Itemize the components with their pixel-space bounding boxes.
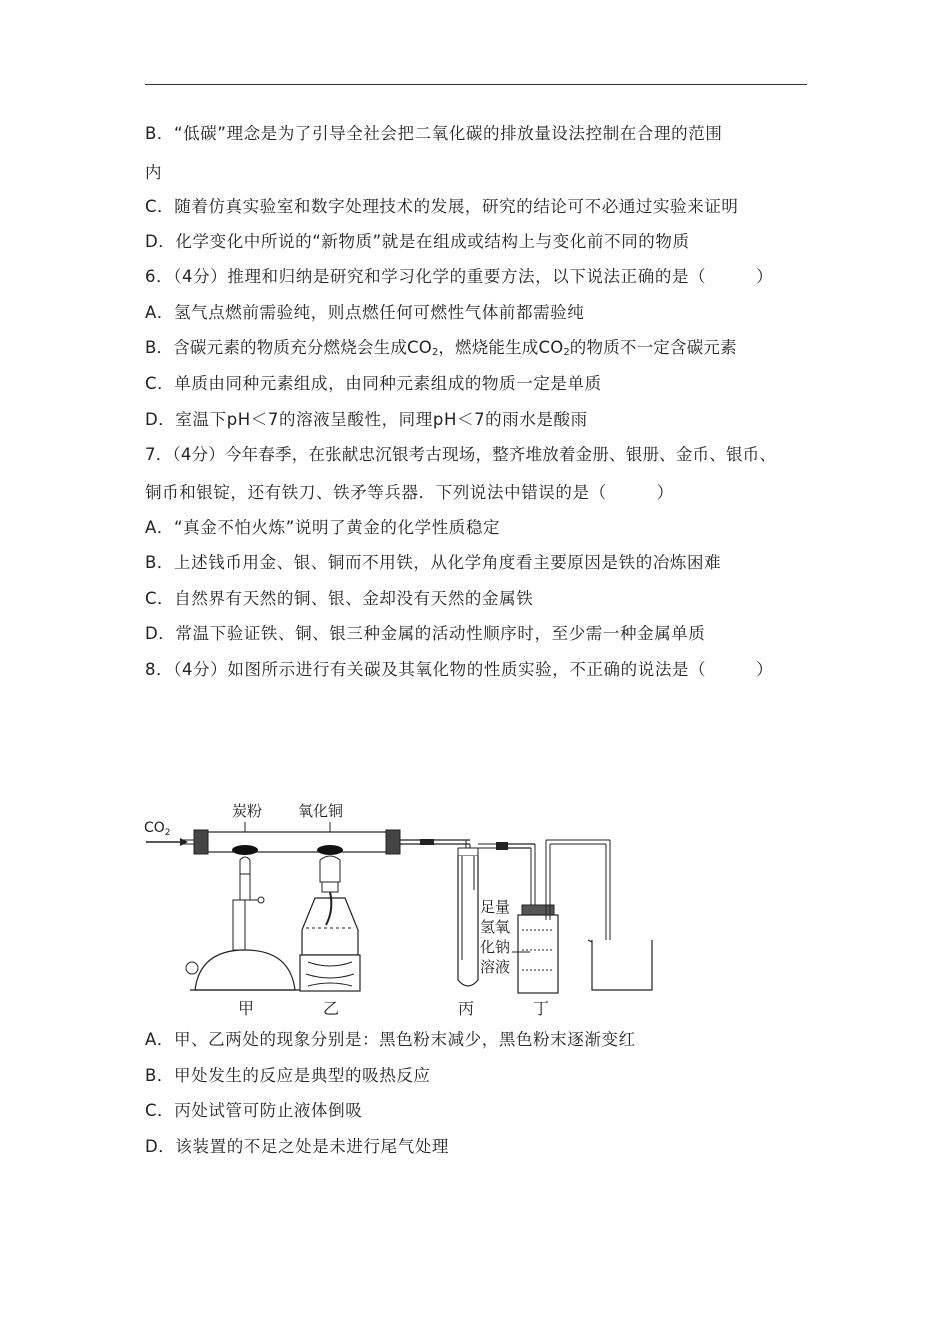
label-ding: 丁 bbox=[533, 999, 550, 1018]
solution-label-1: 足量 bbox=[480, 898, 511, 916]
carbon-powder-label: 炭粉 bbox=[232, 802, 263, 820]
label-jia: 甲 bbox=[238, 999, 255, 1018]
connector-tube-1 bbox=[400, 839, 470, 848]
carbon-powder bbox=[232, 845, 258, 855]
q6-option-b bbox=[145, 337, 737, 364]
solution-label-4: 溶液 bbox=[480, 958, 511, 976]
co2-label: $CO_2$ bbox=[144, 820, 171, 838]
label-yi: 乙 bbox=[323, 999, 340, 1018]
q6-option-d: D．室温下pH＜7的溶液呈酸性，同理pH＜7的雨水是酸雨 bbox=[145, 410, 588, 429]
q6-option-b-part2: ，燃烧能生成CO bbox=[438, 338, 564, 357]
label-bing: 丙 bbox=[458, 999, 475, 1018]
q6-option-b-part3: 的物质不一定含碳元素 bbox=[569, 338, 737, 357]
q5-option-b-line2: 内 bbox=[145, 163, 163, 182]
q6-option-b-sub2: 2 bbox=[563, 347, 570, 358]
copper-oxide-label: 氧化铜 bbox=[298, 802, 344, 820]
q7-close-paren: ） bbox=[656, 483, 674, 502]
experiment-apparatus-figure bbox=[140, 790, 660, 1020]
beaker bbox=[588, 940, 652, 990]
q7-stem-line1: 7．（4分）今年春季，在张献忠沉银考古现场，整齐堆放着金册、银册、金币、银币、 bbox=[145, 445, 777, 464]
q6-option-c: C．单质由同种元素组成，由同种元素组成的物质一定是单质 bbox=[145, 374, 602, 393]
q6-option-b-sub1: 2 bbox=[431, 347, 439, 358]
burner-jia bbox=[186, 857, 300, 990]
q6-option-a: A．氢气点燃前需验纯，则点燃任何可燃性气体前都需验纯 bbox=[145, 303, 585, 322]
q8-close-paren: ） bbox=[756, 660, 774, 679]
solution-label-3: 化钠 bbox=[480, 938, 511, 956]
q7-option-d: D．常温下验证铁、铜、银三种金属的活动性顺序时，至少需一种金属单质 bbox=[145, 624, 706, 643]
q7-stem-text: 铜币和银锭，还有铁刀、铁矛等兵器．下列说法中错误的是（ bbox=[145, 483, 607, 502]
q8-option-d: D．该装置的不足之处是未进行尾气处理 bbox=[145, 1137, 450, 1156]
burner-yi bbox=[300, 856, 360, 991]
q7-option-b: B．上述钱币用金、银、铜而不用铁，从化学角度看主要原因是铁的冶炼困难 bbox=[145, 553, 722, 572]
copper-oxide-powder bbox=[317, 845, 343, 855]
q5-option-c: C．随着仿真实验室和数字处理技术的发展，研究的结论可不必通过实验来证明 bbox=[145, 197, 739, 216]
q6-close-paren: ） bbox=[756, 267, 774, 286]
q8-stem-text: 8．（4分）如图所示进行有关碳及其氧化物的性质实验，不正确的说法是（ bbox=[145, 660, 707, 679]
q8-stem bbox=[145, 659, 773, 681]
q8-option-c: C．丙处试管可防止液体倒吸 bbox=[145, 1101, 363, 1120]
q5-option-b-line1: B．“低碳”理念是为了引导全社会把二氧化碳的排放量设法控制在合理的范围 bbox=[145, 124, 723, 143]
q5-option-d: D．化学变化中所说的“新物质”就是在组成或结构上与变化前不同的物质 bbox=[145, 232, 690, 251]
q6-stem-text: 6．（4分）推理和归纳是研究和学习化学的重要方法，以下说法正确的是（ bbox=[145, 267, 707, 286]
q7-option-a: A．“真金不怕火炼”说明了黄金的化学性质稳定 bbox=[145, 518, 501, 537]
header-rule bbox=[145, 84, 807, 85]
q6-option-b-part1: B．含碳元素的物质充分燃烧会生成CO bbox=[145, 338, 432, 357]
q6-stem bbox=[145, 266, 773, 288]
co2-arrow-head bbox=[180, 838, 188, 846]
solution-label-2: 氢氧 bbox=[480, 918, 511, 936]
q7-option-c: C．自然界有天然的铜、银、金却没有天然的金属铁 bbox=[145, 589, 534, 608]
q7-stem-line2 bbox=[145, 482, 674, 504]
q8-option-b: B．甲处发生的反应是典型的吸热反应 bbox=[145, 1066, 431, 1085]
reaction-tube bbox=[182, 830, 400, 854]
q8-option-a: A．甲、乙两处的现象分别是：黑色粉末减少，黑色粉末逐渐变红 bbox=[145, 1030, 636, 1049]
